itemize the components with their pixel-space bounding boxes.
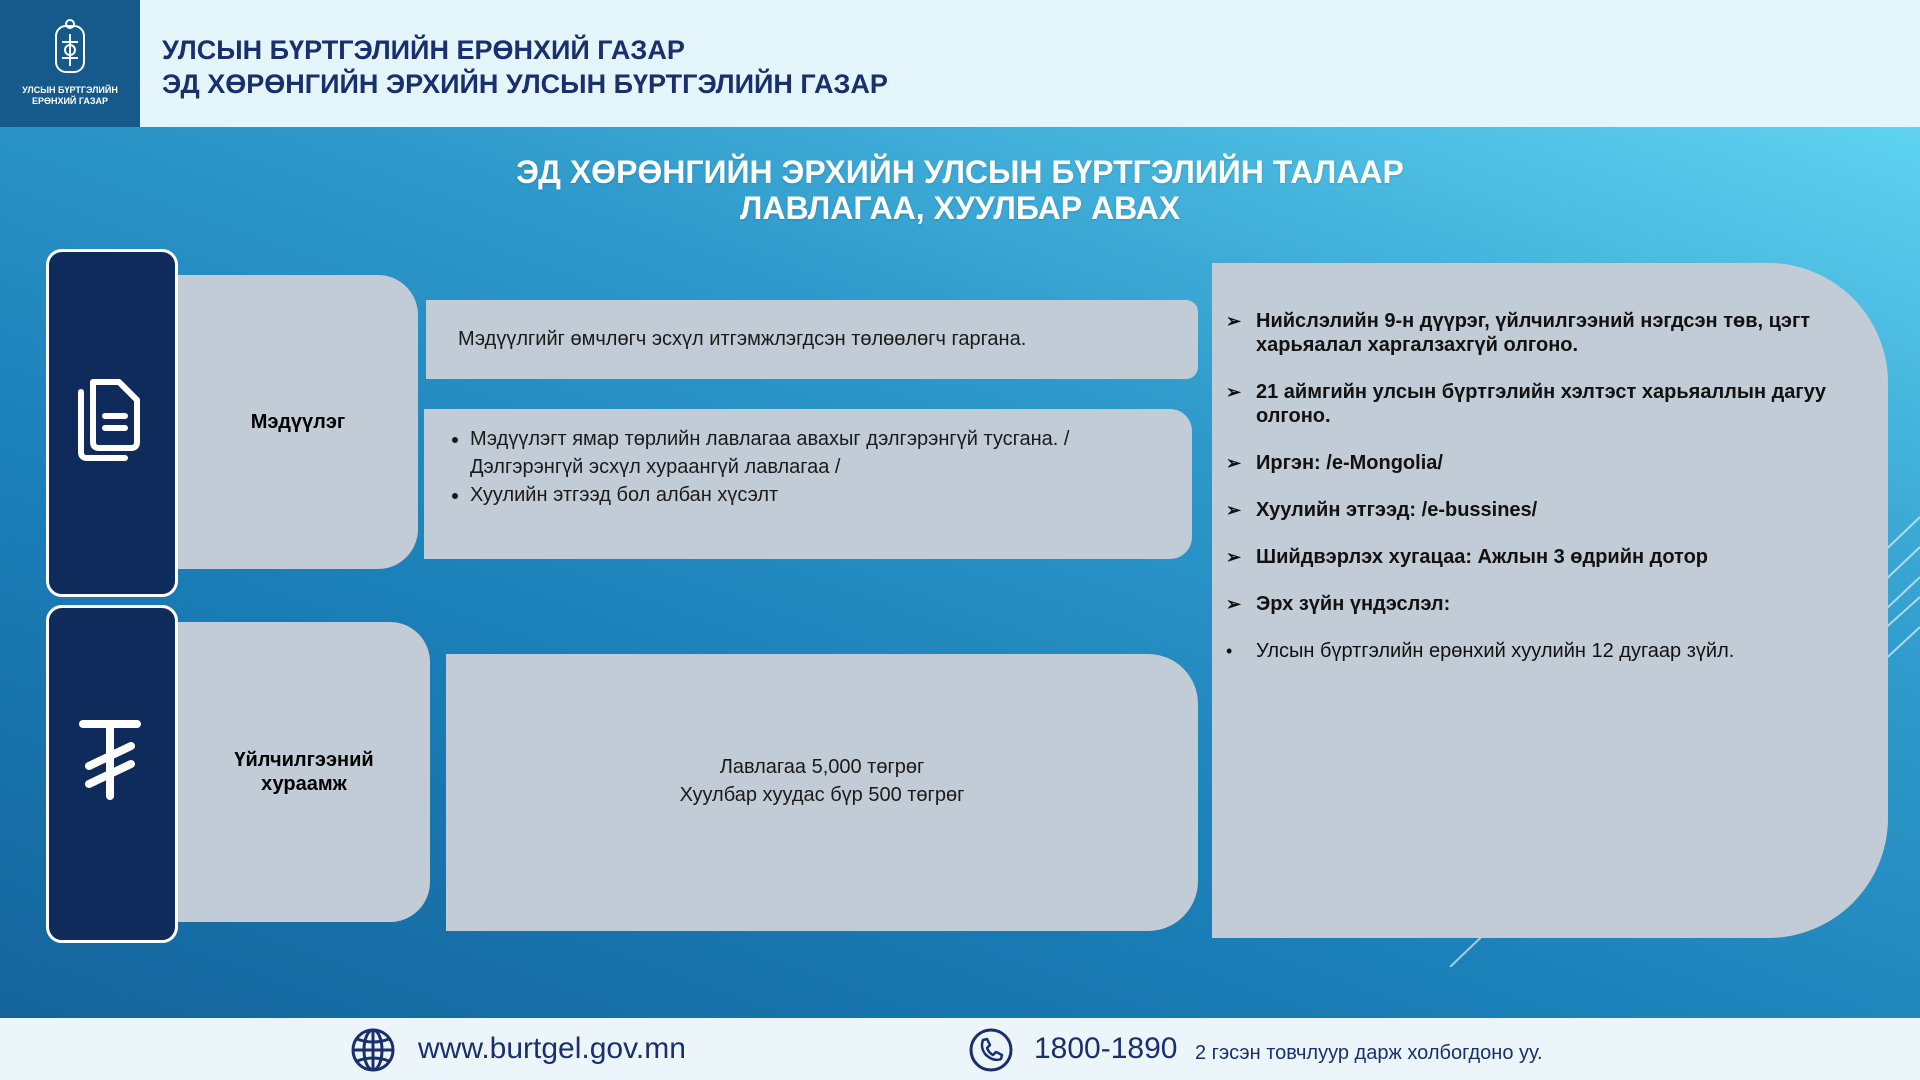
list-item: ➢ 21 аймгийн улсын бүртгэлийн хэлтэст харьяаллын дагуу олгоно. <box>1226 381 1826 427</box>
arrow-bullet-icon: ➢ <box>1226 311 1242 331</box>
notice-label: Мэдүүлэг <box>250 411 346 433</box>
notice-info-text: Мэдүүлгийг өмчлөгч эсхүл итгэмжлэгдсэн төлөөлөгч гаргана. <box>458 328 1027 350</box>
dot-bullet-icon: • <box>1226 641 1233 661</box>
list-item: • Хуулийн этгээд бол албан хүсэлт <box>470 481 1152 509</box>
notice-icon-tile <box>46 249 178 597</box>
document-icon <box>69 378 147 462</box>
list-item: ➢ Иргэн: /e-Mongolia/ <box>1226 452 1443 474</box>
fee-info-box <box>446 654 1198 931</box>
list-item: ➢ Хуулийн этгээд: /e-bussines/ <box>1226 499 1538 521</box>
requirements-panel <box>1212 263 1888 938</box>
header <box>0 0 1920 127</box>
notice-details-box <box>424 409 1192 559</box>
list-item: • Улсын бүртгэлийн ерөнхий хуулийн 12 дугаар зүйл. <box>1226 640 1735 662</box>
emblem-icon <box>52 18 88 78</box>
phone-number[interactable]: 1800-1890 <box>1034 1032 1178 1065</box>
org-line-2: ЭД ХӨРӨНГИЙН ЭРХИЙН УЛСЫН БҮРТГЭЛИЙН ГАЗАР <box>162 69 888 99</box>
list-item: ➢ Шийдвэрлэх хугацаа: Ажлын 3 өдрийн дотор <box>1226 546 1709 568</box>
logo-text: УЛСЫН БҮРТГЭЛИЙН ЕРӨНХИЙ ГАЗАР <box>22 85 118 106</box>
fee-icon-tile <box>46 605 178 943</box>
fee-label-tab <box>178 622 430 922</box>
list-item: ➢ Нийслэлийн 9-н дүүрэг, үйлчилгээний нэгдсэн төв, цэгт харьяалал харгалзахгүй олгоно. <box>1226 310 1811 356</box>
arrow-bullet-icon: ➢ <box>1226 382 1242 402</box>
notice-info-box <box>426 300 1198 379</box>
footer <box>0 1018 1920 1080</box>
org-line-1: УЛСЫН БҮРТГЭЛИЙН ЕРӨНХИЙ ГАЗАР <box>162 35 685 65</box>
logo[interactable] <box>0 0 140 127</box>
main-panel <box>0 127 1920 1018</box>
globe-icon <box>350 1027 396 1073</box>
arrow-bullet-icon: ➢ <box>1226 453 1242 473</box>
list-item: ➢ Эрх зүйн үндэслэл: <box>1226 593 1451 615</box>
phone-note: 2 гэсэн товчлуур дарж холбогдоно уу. <box>1195 1042 1543 1064</box>
phone-icon <box>968 1027 1014 1073</box>
tugrik-icon <box>79 718 141 802</box>
fee-line-2: Хуулбар хуудас бүр 500 төгрөг <box>679 784 965 806</box>
arrow-bullet-icon: ➢ <box>1226 547 1242 567</box>
notice-label-tab <box>178 275 418 569</box>
arrow-bullet-icon: ➢ <box>1226 500 1242 520</box>
fee-label: Үйлчилгээний хураамж <box>234 749 374 795</box>
fee-line-1: Лавлагаа 5,000 төгрөг <box>719 756 925 778</box>
page-title: ЭД ХӨРӨНГИЙН ЭРХИЙН УЛСЫН БҮРТГЭЛИЙН ТАЛААР ЛАВЛАГАА, ХУУЛБАР АВАХ <box>516 154 1404 226</box>
notice-bullet-list <box>424 425 1152 509</box>
arrow-bullet-icon: ➢ <box>1226 594 1242 614</box>
organization-title <box>162 33 888 101</box>
list-item: • Мэдүүлэгт ямар төрлийн лавлагаа авахыг дэлгэрэнгүй тусгана. /Дэлгэрэнгүй эсхүл хураангүй лавлагаа / <box>470 425 1152 481</box>
website-link[interactable]: www.burtgel.gov.mn <box>418 1032 686 1065</box>
